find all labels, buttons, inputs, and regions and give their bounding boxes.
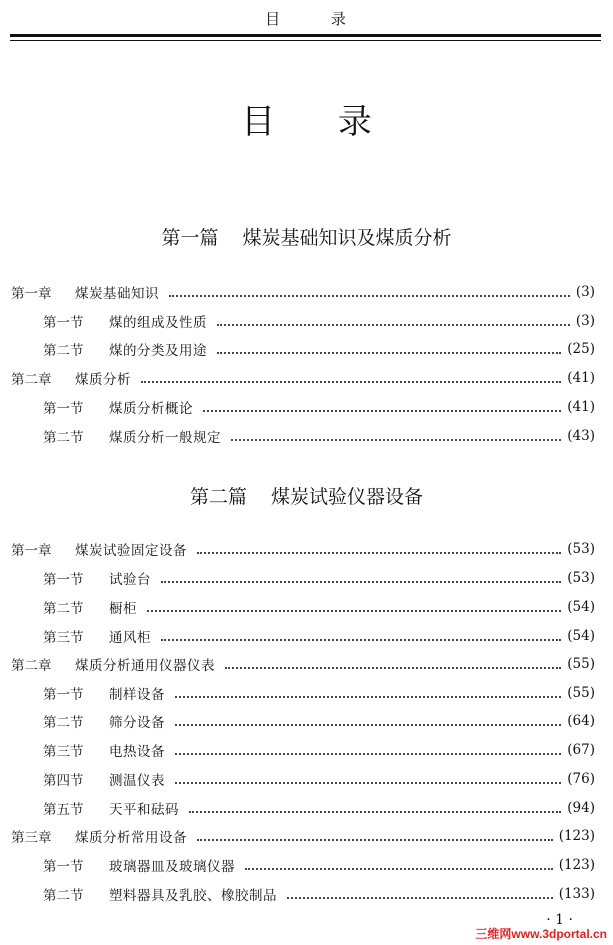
toc-entry-number: 第一节 [43,315,84,331]
toc-entry-number: 第三章 [11,830,52,846]
toc-leader-dots [217,324,570,326]
toc-entry-page: (41) [567,399,595,415]
part-title: 第一篇 煤炭基础知识及煤质分析 [161,227,452,249]
toc-entry-page: (25) [567,341,595,357]
toc-entry[interactable] [43,597,595,617]
toc-entry-number: 第一节 [43,572,84,588]
toc-entry-number: 第五节 [43,802,84,818]
toc-entry-text: 制样设备 [109,687,165,703]
page-title: 目 录 [241,102,372,142]
toc-leader-dots [245,868,553,870]
watermark: 三维网www.3dportal.cn [475,927,607,941]
toc-entry-page: (41) [567,370,595,386]
toc-leader-dots [147,610,561,612]
toc-entry[interactable] [43,884,595,904]
toc-entry-text: 煤质分析一般规定 [109,430,221,446]
toc-leader-dots [197,552,561,554]
toc-entry[interactable] [43,711,595,731]
toc-entry-page: (94) [567,800,595,816]
toc-entry[interactable] [11,282,595,302]
toc-entry-number: 第二节 [43,601,84,617]
toc-entry-page: (43) [567,428,595,444]
toc-entry[interactable] [43,397,595,417]
toc-leader-dots [287,897,553,899]
toc-entry-page: (3) [575,284,595,300]
toc-entry-page: (123) [558,857,595,873]
toc-leader-dots [189,811,561,813]
toc-entry[interactable] [43,769,595,789]
toc-entry[interactable] [43,626,595,646]
toc-leader-dots [225,667,561,669]
part-title: 第二篇 煤炭试验仪器设备 [189,486,424,508]
toc-entry-page: (53) [567,570,595,586]
toc-entry[interactable] [11,368,595,388]
toc-leader-dots [197,839,553,841]
toc-entry-number: 第二章 [11,372,52,388]
toc-entry-text: 电热设备 [109,744,165,760]
toc-leader-dots [141,381,561,383]
toc-entry-text: 煤的组成及性质 [109,315,207,331]
toc-entry-text: 玻璃器皿及玻璃仪器 [109,859,235,875]
toc-entry[interactable] [43,855,595,875]
toc-entry-number: 第一节 [43,687,84,703]
toc-entry-text: 塑料器具及乳胶、橡胶制品 [109,888,277,904]
toc-leader-dots [169,295,570,297]
toc-entry-text: 煤炭基础知识 [75,286,159,302]
toc-entry-page: (133) [558,886,595,902]
toc-entry-text: 橱柜 [109,601,137,617]
toc-entry-page: (3) [575,313,595,329]
toc-entry-page: (54) [567,599,595,615]
toc-entry[interactable] [43,798,595,818]
toc-entry-text: 煤质分析概论 [109,401,193,417]
toc-entry-text: 煤炭试验固定设备 [75,543,187,559]
toc-entry-page: (64) [567,713,595,729]
toc-entry-number: 第一章 [11,543,52,559]
toc-entry-number: 第二章 [11,658,52,674]
toc-entry[interactable] [43,740,595,760]
toc-entry-number: 第三节 [43,630,84,646]
toc-leader-dots [203,410,561,412]
toc-entry-text: 煤质分析常用设备 [75,830,187,846]
toc-entry-page: (67) [567,742,595,758]
toc-leader-dots [175,696,561,698]
toc-entry-number: 第一节 [43,859,84,875]
toc-entry-page: (76) [567,771,595,787]
toc-entry-text: 煤质分析通用仪器仪表 [75,658,215,674]
toc-entry-page: (55) [567,656,595,672]
toc-entry[interactable] [43,311,595,331]
header-rule-thick [10,34,601,37]
toc-entry-text: 测温仪表 [109,773,165,789]
toc-entry-text: 试验台 [109,572,151,588]
toc-leader-dots [175,782,561,784]
toc-leader-dots [161,581,561,583]
toc-entry-number: 第一章 [11,286,52,302]
toc-entry-text: 煤质分析 [75,372,131,388]
toc-entry-text: 通风柜 [109,630,151,646]
toc-entry-number: 第四节 [43,773,84,789]
page-number: · 1 · [546,912,573,928]
toc-leader-dots [161,639,561,641]
toc-leader-dots [217,352,561,354]
toc-entry-page: (54) [567,628,595,644]
toc-entry-text: 天平和砝码 [109,802,179,818]
toc-leader-dots [175,753,561,755]
header-rule-thin [10,40,601,41]
toc-entry-number: 第二节 [43,888,84,904]
toc-entry[interactable] [43,426,595,446]
toc-entry[interactable] [43,683,595,703]
toc-entry[interactable] [43,568,595,588]
toc-entry-text: 筛分设备 [109,715,165,731]
toc-entry-number: 第二节 [43,715,84,731]
toc-entry-page: (55) [567,685,595,701]
toc-entry-page: (123) [558,828,595,844]
toc-entry-number: 第二节 [43,343,84,359]
toc-entry-text: 煤的分类及用途 [109,343,207,359]
toc-entry-number: 第二节 [43,430,84,446]
toc-entry[interactable] [11,654,595,674]
toc-entry-number: 第一节 [43,401,84,417]
toc-leader-dots [231,439,561,441]
toc-entry[interactable] [11,826,595,846]
toc-entry-page: (53) [567,541,595,557]
toc-leader-dots [175,724,561,726]
toc-entry-number: 第三节 [43,744,84,760]
toc-entry[interactable] [43,339,595,359]
toc-entry[interactable] [11,539,595,559]
running-head: 目 录 [265,10,348,28]
